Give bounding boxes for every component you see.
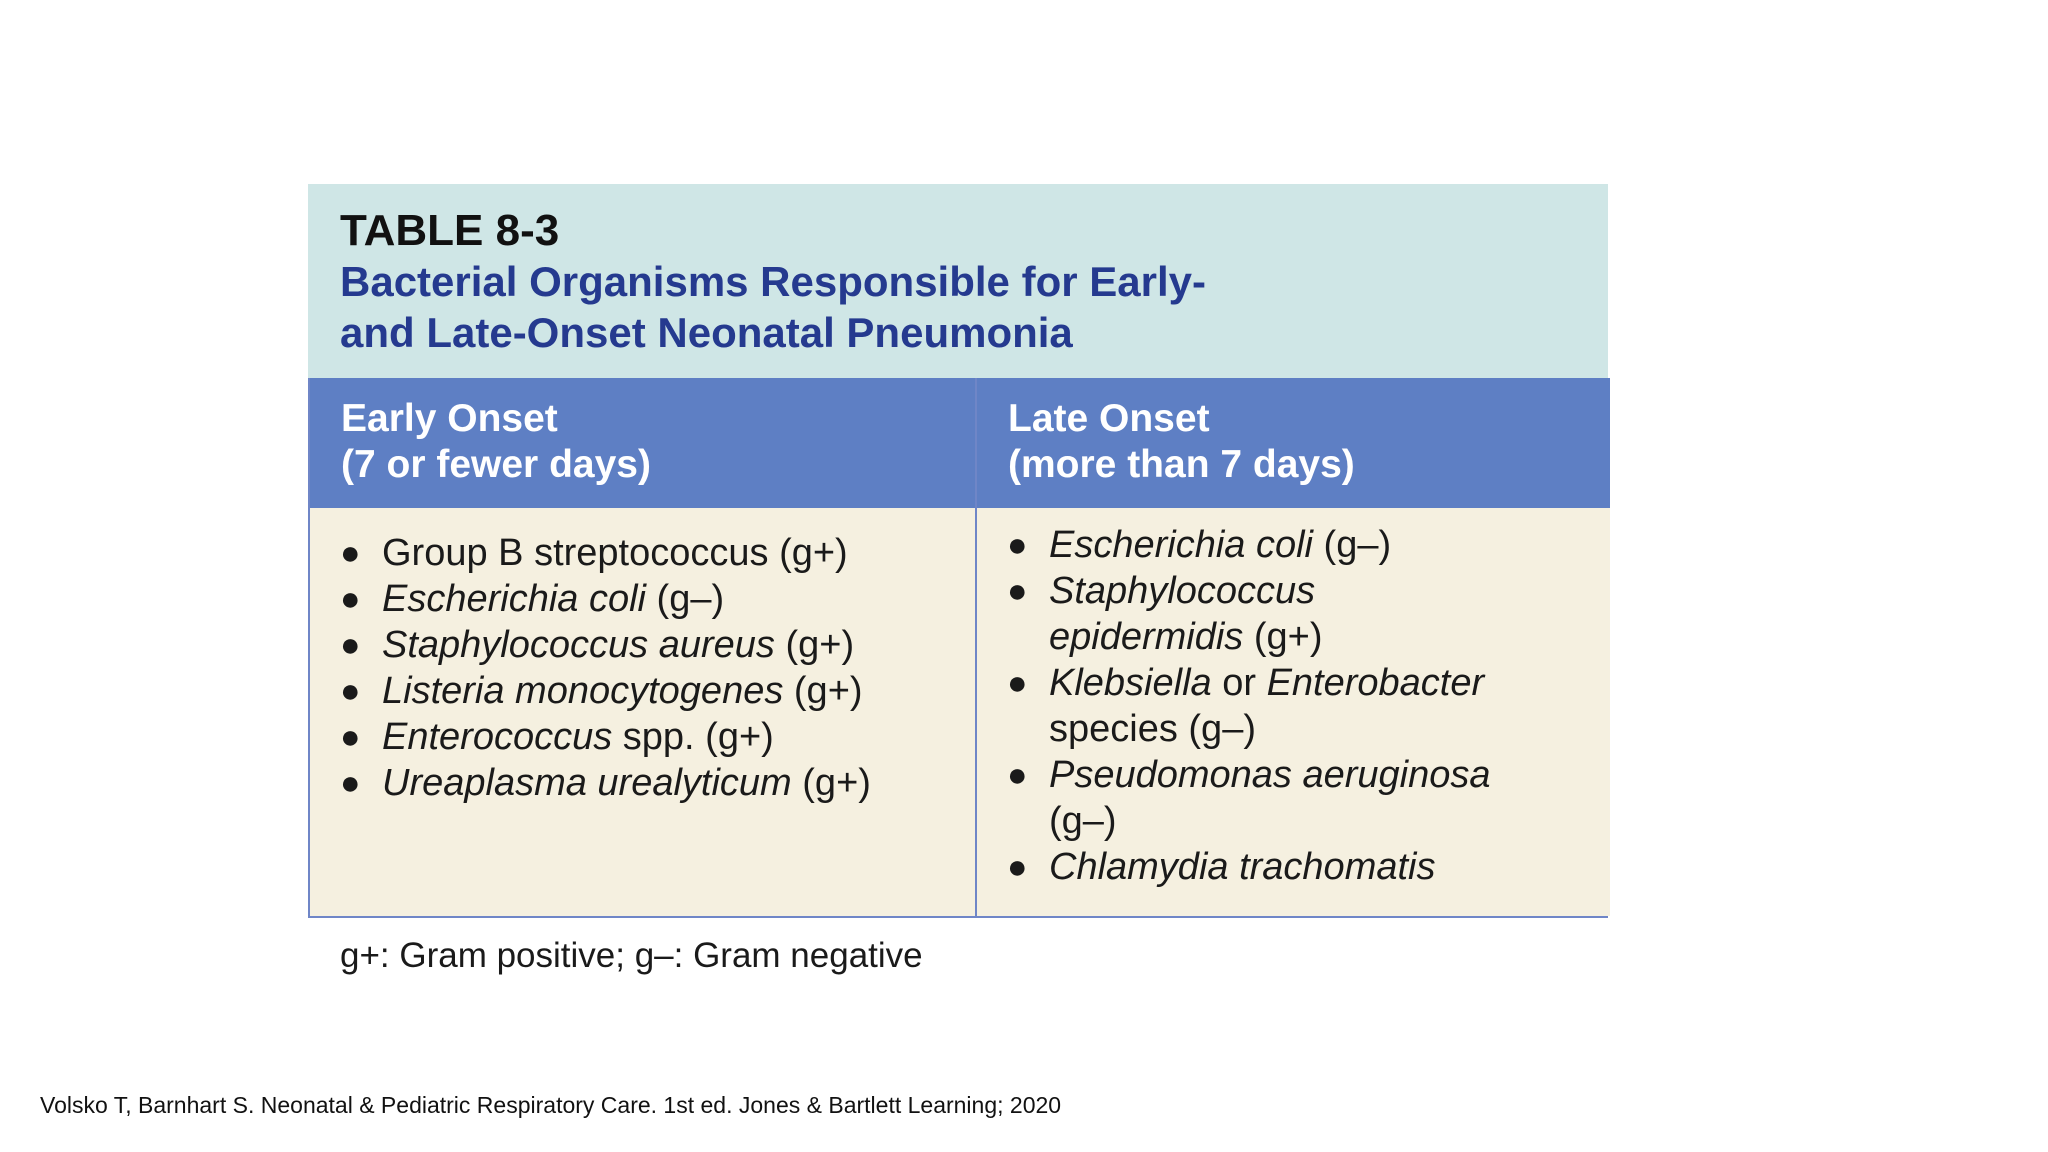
organism-text: (g+) xyxy=(774,624,855,666)
column-header-late-onset: Late Onset (more than 7 days) xyxy=(975,378,1610,508)
organism-text: (g–) xyxy=(646,578,725,620)
table-number: TABLE 8-3 xyxy=(340,206,560,255)
list-item xyxy=(999,752,1590,844)
organism-name: Escherichia coli xyxy=(382,578,646,620)
organism-text: (g+) xyxy=(791,762,871,804)
organism-text: (g–) xyxy=(1313,524,1392,566)
organism-name: Enterococcus xyxy=(382,716,613,758)
organism-name: epidermidis xyxy=(1049,616,1244,658)
organism-name: Chlamydia trachomatis xyxy=(1049,846,1436,888)
bullet-icon: ● xyxy=(1007,526,1028,564)
organism-text: (g+) xyxy=(783,670,863,712)
list-item xyxy=(332,576,955,622)
bullet-icon: ● xyxy=(340,718,361,756)
organism-name: Ureaplasma urealyticum xyxy=(382,762,792,804)
early-onset-cell xyxy=(310,508,975,916)
organism-name: Staphylococcus aureus xyxy=(382,624,775,666)
list-item xyxy=(332,530,955,576)
bullet-icon: ● xyxy=(340,534,361,572)
organism-name: Listeria monocytogenes xyxy=(382,670,784,712)
table-card xyxy=(308,184,1608,918)
list-item xyxy=(999,568,1590,660)
bullet-icon: ● xyxy=(340,672,361,710)
organism-name: Escherichia coli xyxy=(1049,524,1313,566)
organism-name: Enterobacter xyxy=(1266,662,1485,704)
list-item xyxy=(332,622,955,668)
bullet-icon: ● xyxy=(1007,848,1028,886)
organism-name: Pseudomonas aeruginosa xyxy=(1049,754,1491,796)
bullet-icon: ● xyxy=(340,626,361,664)
table-title-band xyxy=(308,184,1608,378)
list-item xyxy=(332,714,955,760)
organism-text: species (g–) xyxy=(1049,708,1256,750)
late-onset-list xyxy=(999,522,1590,890)
table-grid xyxy=(308,378,1608,918)
table-footnote: g+: Gram positive; g–: Gram negative xyxy=(340,936,923,975)
organism-text: (g–) xyxy=(1049,800,1117,842)
list-item xyxy=(332,668,955,714)
organism-text: or xyxy=(1211,662,1267,704)
list-item xyxy=(999,844,1590,890)
organism-name: Staphylococcus xyxy=(1049,570,1316,612)
bullet-icon: ● xyxy=(1007,756,1028,794)
list-item xyxy=(999,660,1590,752)
list-item xyxy=(332,760,955,806)
late-onset-cell xyxy=(975,508,1610,916)
column-header-early-onset: Early Onset (7 or fewer days) xyxy=(310,378,975,508)
organism-text: Group B streptococcus (g+) xyxy=(382,532,848,574)
bullet-icon: ● xyxy=(1007,572,1028,610)
bullet-icon: ● xyxy=(340,764,361,802)
early-onset-list xyxy=(332,530,955,806)
organism-text: spp. (g+) xyxy=(612,716,774,758)
citation: Volsko T, Barnhart S. Neonatal & Pediatric Respiratory Care. 1st ed. Jones & Bartlett Learning; 2020 xyxy=(40,1092,1062,1118)
organism-name: Klebsiella xyxy=(1049,662,1212,704)
table-title: Bacterial Organisms Responsible for Early- and Late-Onset Neonatal Pneumonia xyxy=(340,258,1206,356)
bullet-icon: ● xyxy=(1007,664,1028,702)
bullet-icon: ● xyxy=(340,580,361,618)
organism-text: (g+) xyxy=(1243,616,1323,658)
list-item xyxy=(999,522,1590,568)
